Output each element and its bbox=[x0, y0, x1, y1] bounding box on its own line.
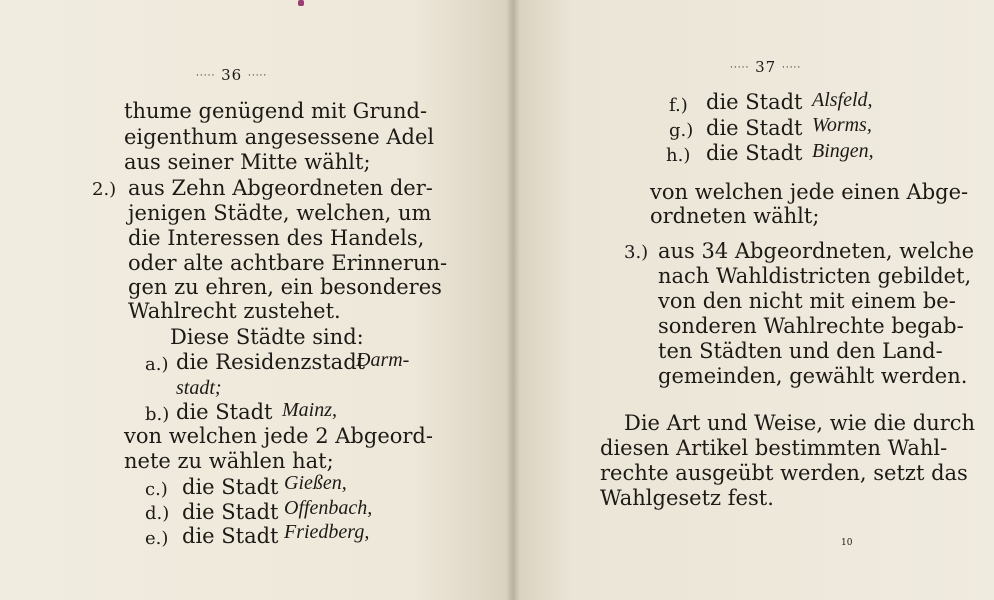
text-line: die Stadt bbox=[706, 116, 803, 140]
text-line: die Stadt bbox=[176, 400, 273, 424]
text-line: gemeinden, gewählt werden. bbox=[658, 364, 968, 388]
item-marker: 3.) bbox=[624, 242, 649, 263]
text-line-italic: Mainz, bbox=[282, 399, 337, 421]
item-marker: d.) bbox=[145, 503, 170, 524]
book-gutter bbox=[506, 0, 520, 600]
text-line: jenigen Städte, welchen, um bbox=[128, 201, 432, 225]
text-line: Wahlrecht zustehet. bbox=[128, 299, 341, 323]
signature-mark: 10 bbox=[841, 538, 853, 548]
text-line: die Stadt bbox=[182, 524, 279, 548]
text-line: die Stadt bbox=[182, 500, 279, 524]
text-line: eigenthum angesessene Adel bbox=[124, 125, 435, 149]
item-marker: g.) bbox=[669, 120, 694, 141]
item-marker: e.) bbox=[145, 528, 169, 549]
text-line: sonderen Wahlrechte begab- bbox=[658, 314, 964, 338]
text-line: gen zu ehren, ein besonderes bbox=[128, 275, 442, 299]
text-line-italic: stadt; bbox=[176, 377, 222, 399]
text-line-italic: Darm- bbox=[356, 349, 410, 371]
text-line: Wahlgesetz fest. bbox=[600, 486, 774, 510]
page-number-left: ····· 36 ····· bbox=[196, 66, 268, 84]
item-marker: b.) bbox=[145, 404, 170, 425]
text-line: ordneten wählt; bbox=[650, 204, 820, 228]
text-line-italic: Bingen, bbox=[812, 140, 874, 162]
text-line: Die Art und Weise, wie die durch bbox=[624, 411, 976, 435]
text-line-italic: Worms, bbox=[812, 114, 872, 136]
item-marker: a.) bbox=[145, 354, 169, 375]
text-line: nach Wahldistricten gebildet, bbox=[658, 264, 972, 288]
text-line-italic: Alsfeld, bbox=[812, 89, 873, 111]
text-line-italic: Friedberg, bbox=[284, 521, 370, 543]
text-line: von welchen jede 2 Abgeord- bbox=[124, 424, 433, 448]
text-line: die Interessen des Handels, bbox=[128, 226, 425, 250]
text-line-italic: Gießen, bbox=[284, 472, 347, 494]
item-marker: f.) bbox=[669, 95, 688, 116]
text-line: aus seiner Mitte wählt; bbox=[124, 150, 371, 174]
item-marker: h.) bbox=[666, 145, 691, 166]
right-page bbox=[514, 0, 994, 600]
text-line: thume genügend mit Grund- bbox=[124, 99, 428, 123]
page-number-right: ····· 37 ····· bbox=[730, 58, 802, 76]
text-line: die Stadt bbox=[706, 141, 803, 165]
text-line: ten Städten und den Land- bbox=[658, 339, 943, 363]
text-line: rechte ausgeübt werden, setzt das bbox=[600, 461, 968, 485]
ink-smudge bbox=[298, 0, 304, 6]
text-line: die Stadt bbox=[706, 90, 803, 114]
item-marker: 2.) bbox=[92, 179, 117, 200]
text-line: die Stadt bbox=[182, 475, 279, 499]
item-marker: c.) bbox=[145, 479, 168, 500]
text-line: von welchen jede einen Abge- bbox=[650, 180, 969, 204]
text-line: nete zu wählen hat; bbox=[124, 449, 334, 473]
text-line: diesen Artikel bestimmten Wahl- bbox=[600, 436, 948, 460]
text-line: aus Zehn Abgeordneten der- bbox=[128, 176, 433, 200]
text-line: aus 34 Abgeordneten, welche bbox=[658, 239, 975, 263]
text-line: die Residenzstadt bbox=[176, 350, 366, 374]
text-line: oder alte achtbare Erinnerun- bbox=[128, 251, 448, 275]
text-line: von den nicht mit einem be- bbox=[658, 289, 956, 313]
text-line: Diese Städte sind: bbox=[170, 325, 364, 349]
text-line-italic: Offenbach, bbox=[284, 497, 373, 519]
